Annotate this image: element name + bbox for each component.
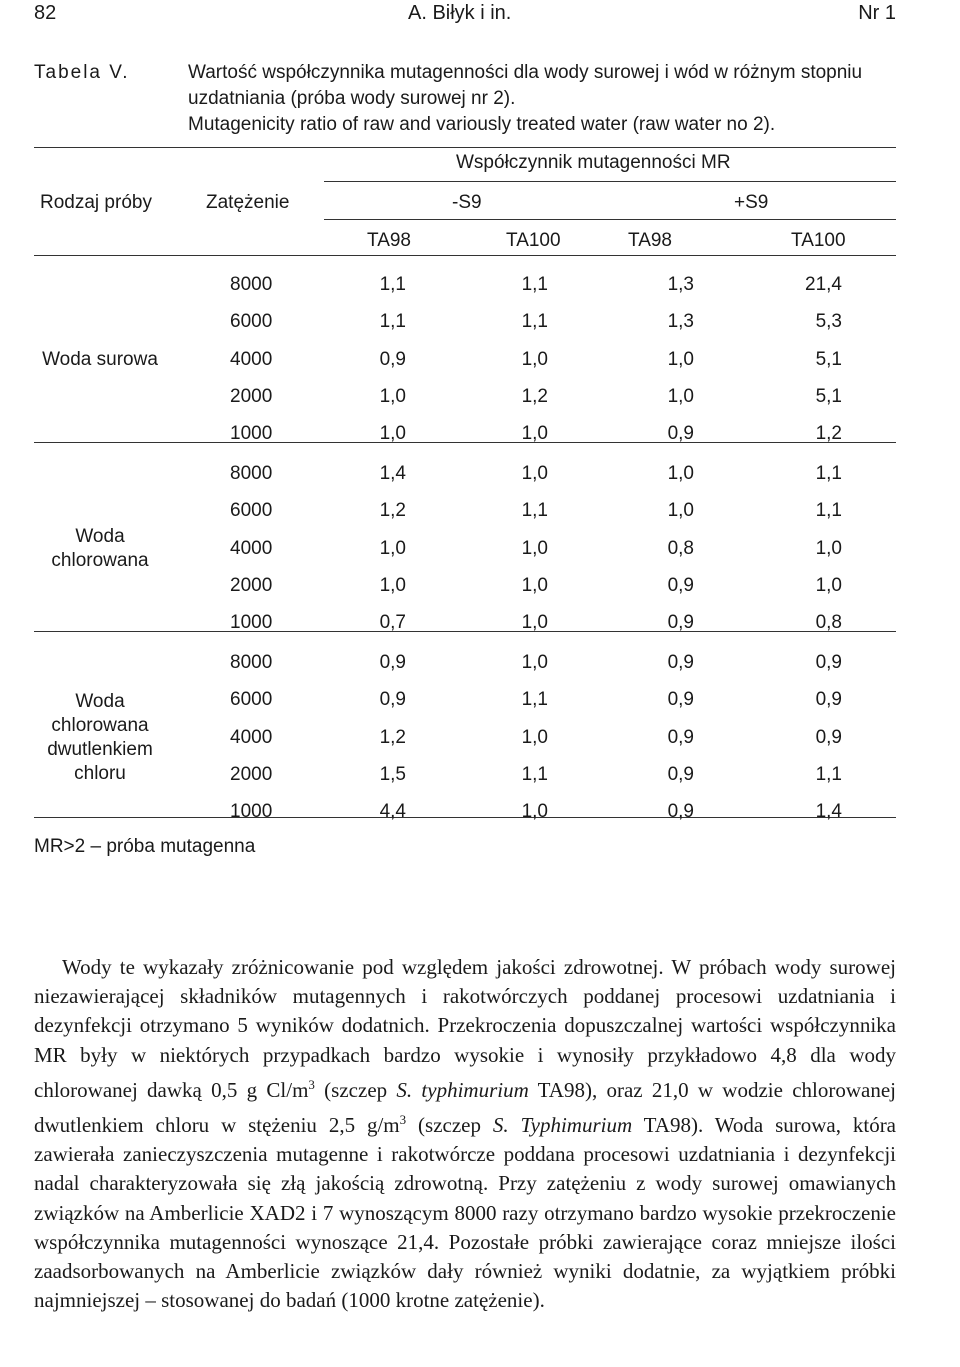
concentration-cell: 8000 bbox=[230, 274, 273, 295]
mr-value-cell: 0,9 bbox=[815, 689, 842, 711]
sample-type-label-line: chloru bbox=[74, 762, 126, 784]
header-bottom-rule bbox=[34, 255, 896, 256]
s9-header-rule bbox=[324, 219, 896, 220]
mr-value-cell: 0,9 bbox=[667, 763, 694, 785]
mr-value-cell: 0,8 bbox=[815, 612, 842, 634]
mr-value-cell: 1,0 bbox=[667, 500, 694, 522]
caption-line: Wartość współczynnika mutagenności dla wody surowej i wód w różnym stopniu bbox=[188, 62, 863, 83]
mr-value-cell: 1,0 bbox=[379, 423, 406, 445]
mr-value-cell: 1,0 bbox=[815, 537, 842, 559]
concentration-cell: 1000 bbox=[230, 423, 273, 445]
mr-value-cell: 1,1 bbox=[815, 463, 842, 484]
mr-value-cell: 1,0 bbox=[521, 537, 548, 559]
mr-value-cell: 1,1 bbox=[521, 689, 548, 711]
mr-value-cell: 0,9 bbox=[379, 652, 406, 673]
sample-type-label-line: Woda surowa bbox=[42, 348, 158, 370]
mr-value-cell: 1,2 bbox=[379, 500, 406, 522]
strain-header: TA100 bbox=[791, 230, 846, 251]
table-top-rule bbox=[34, 147, 896, 148]
mr-value-cell: 1,1 bbox=[521, 763, 548, 785]
mr-value-cell: 1,0 bbox=[521, 574, 548, 596]
mr-value-cell: 0,9 bbox=[667, 652, 694, 673]
concentration-cell: 8000 bbox=[230, 463, 273, 484]
plus-s9-header: +S9 bbox=[734, 192, 769, 213]
issue-number: Nr 1 bbox=[858, 2, 896, 24]
sample-type-label-line: Woda bbox=[75, 690, 125, 712]
mr-value-cell: 1,1 bbox=[379, 274, 406, 295]
mr-value-cell: 1,1 bbox=[521, 311, 548, 333]
sample-type-label-line: chlorowana bbox=[51, 549, 149, 571]
concentration-cell: 4000 bbox=[230, 726, 273, 748]
mr-value-cell: 0,7 bbox=[379, 612, 406, 634]
sample-type-label bbox=[30, 690, 170, 786]
mr-value-cell: 1,0 bbox=[379, 385, 406, 407]
mr-value-cell: 1,0 bbox=[521, 726, 548, 748]
concentration-cell: 1000 bbox=[230, 801, 273, 823]
caption-text bbox=[188, 60, 904, 138]
ratio-header: Współczynnik mutagenności MR bbox=[456, 152, 731, 173]
mr-value-cell: 0,9 bbox=[667, 612, 694, 634]
mr-value-cell: 1,3 bbox=[667, 311, 694, 333]
mr-value-cell: 5,1 bbox=[815, 385, 842, 407]
mr-value-cell: 1,1 bbox=[521, 500, 548, 522]
sample-type-label bbox=[30, 348, 170, 372]
table-footnote: MR>2 – próba mutagenna bbox=[34, 836, 256, 857]
mr-value-cell: 0,9 bbox=[815, 726, 842, 748]
concentration-cell: 6000 bbox=[230, 500, 273, 522]
mutagenicity-table bbox=[34, 147, 896, 823]
mr-value-cell: 0,9 bbox=[667, 726, 694, 748]
concentration-header: Zatężenie bbox=[206, 192, 290, 213]
mr-value-cell: 21,4 bbox=[805, 274, 842, 295]
mr-value-cell: 1,0 bbox=[667, 385, 694, 407]
mr-value-cell: 1,1 bbox=[815, 763, 842, 785]
concentration-cell: 2000 bbox=[230, 763, 273, 785]
concentration-cell: 6000 bbox=[230, 311, 273, 333]
mr-value-cell: 1,2 bbox=[521, 385, 548, 407]
sample-type-label bbox=[30, 525, 170, 573]
mr-value-cell: 1,0 bbox=[521, 801, 548, 823]
mr-value-cell: 4,4 bbox=[379, 801, 406, 823]
page-number: 82 bbox=[34, 2, 57, 24]
mr-value-cell: 0,9 bbox=[667, 574, 694, 596]
mr-value-cell: 1,0 bbox=[667, 463, 694, 484]
mr-value-cell: 1,5 bbox=[379, 763, 406, 785]
mr-value-cell: 0,9 bbox=[815, 652, 842, 673]
mr-value-cell: 1,1 bbox=[815, 500, 842, 522]
mr-value-cell: 5,3 bbox=[815, 311, 842, 333]
minus-s9-header: -S9 bbox=[452, 192, 482, 213]
running-head-authors: A. Biłyk i in. bbox=[408, 2, 512, 24]
mr-value-cell: 5,1 bbox=[815, 348, 842, 370]
mr-value-cell: 0,9 bbox=[667, 423, 694, 445]
concentration-cell: 8000 bbox=[230, 652, 273, 673]
mr-value-cell: 1,0 bbox=[379, 537, 406, 559]
group-divider bbox=[34, 442, 896, 443]
mr-value-cell: 1,0 bbox=[521, 652, 548, 673]
mr-value-cell: 1,0 bbox=[521, 463, 548, 484]
paragraph-text: Wody te wykazały zróżnicowanie pod względem jakości zdrowotnej. W próbach wody surowej niezawierającej składników mutagennych i rakotwórczych poddanej procesowi uzdatniania i dezynfekcji otrzymano 5 wyników dodatnich. Przekroczenia dopuszczalnej wartości współczynnika MR były w niektórych przypadkach bardzo wysokie i wynosiły przykładowo 4,8 dla wody chlorowanej dawką 0,5 g $Cl/m^3$ (szczep S. typhimurium TA98), oraz 21,0 w wodzie chlorowanej dwutlenkiem chloru w stężeniu 2,5 $g/m^3$ (szczep S. Typhimurium TA98). Woda surowa, która zawierała zanieczyszczenia mutagenne i rakotwórcze poddana procesowi uzdatniania i dezynfekcji nadal charakteryzowała się złą jakością zdrowotną. Przy zatężeniu z wody surowej omawianych związków na Amberlicie XAD2 i 7 wynoszącym 8000 razy otrzymano bardzo wysokie przekroczenie współczynnika mutagenności wynoszące 21,4. Pozostałe próbki zawierające coraz mniejsze ilości zaadsorbowanych na Amberlicie związków dały również wyniki dodatnie, za wyjątkiem próbki najmniejszej – stosowanej do badań (1000 krotne zatężenie). bbox=[34, 955, 897, 1313]
mr-value-cell: 0,9 bbox=[379, 348, 406, 370]
page-header bbox=[34, 2, 896, 26]
mr-value-cell: 1,3 bbox=[667, 274, 694, 295]
mr-value-cell: 1,2 bbox=[815, 423, 842, 445]
mr-value-cell: 1,4 bbox=[815, 801, 842, 823]
table-bottom-rule bbox=[34, 817, 896, 818]
strain-header: TA100 bbox=[506, 230, 561, 251]
concentration-cell: 6000 bbox=[230, 689, 273, 711]
mr-value-cell: 1,0 bbox=[815, 574, 842, 596]
caption-line: uzdatniania (próba wody surowej nr 2). bbox=[188, 88, 516, 109]
mr-value-cell: 1,0 bbox=[521, 423, 548, 445]
mr-value-cell: 1,0 bbox=[521, 612, 548, 634]
strain-header: TA98 bbox=[628, 230, 673, 251]
sample-type-label-line: dwutlenkiem bbox=[47, 738, 153, 760]
concentration-cell: 2000 bbox=[230, 574, 273, 596]
table-label: Tabela V. bbox=[34, 62, 130, 83]
sample-type-label-line: chlorowana bbox=[51, 714, 149, 736]
mr-value-cell: 0,9 bbox=[667, 689, 694, 711]
mr-value-cell: 1,2 bbox=[379, 726, 406, 748]
mr-value-cell: 1,0 bbox=[379, 574, 406, 596]
mr-value-cell: 1,0 bbox=[521, 348, 548, 370]
mr-value-cell: 1,1 bbox=[379, 311, 406, 333]
mr-value-cell: 1,4 bbox=[379, 463, 406, 484]
mr-value-cell: 0,8 bbox=[667, 537, 694, 559]
concentration-cell: 1000 bbox=[230, 612, 273, 634]
mr-value-cell: 1,0 bbox=[667, 348, 694, 370]
mr-value-cell: 0,9 bbox=[379, 689, 406, 711]
ratio-header-rule bbox=[324, 181, 896, 182]
mr-value-cell: 0,9 bbox=[667, 801, 694, 823]
caption-line: Mutagenicity ratio of raw and variously treated water (raw water no 2). bbox=[188, 114, 776, 135]
mr-value-cell: 1,1 bbox=[521, 274, 548, 295]
concentration-cell: 2000 bbox=[230, 385, 273, 407]
concentration-cell: 4000 bbox=[230, 537, 273, 559]
group-divider bbox=[34, 631, 896, 632]
body-paragraph bbox=[34, 953, 896, 1315]
concentration-cell: 4000 bbox=[230, 348, 273, 370]
sample-type-header: Rodzaj próby bbox=[40, 192, 152, 213]
strain-header: TA98 bbox=[367, 230, 412, 251]
sample-type-label-line: Woda bbox=[75, 525, 125, 547]
